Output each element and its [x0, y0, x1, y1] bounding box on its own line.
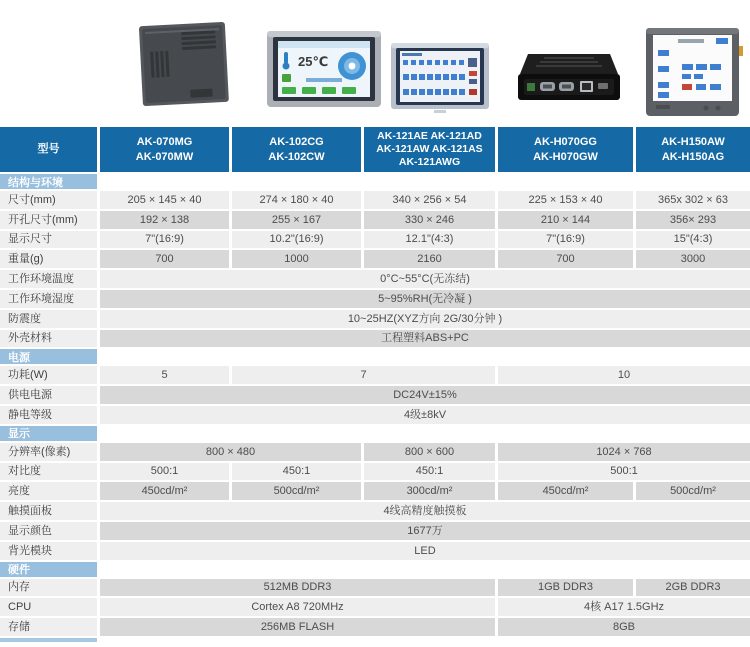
- serial-port-icon: [540, 82, 555, 91]
- table-row-esd-level: 静电等级 4级±8kV: [0, 406, 750, 424]
- table-row-operating-humidity: 工作环境湿度 5~95%RH(无冷凝 ): [0, 290, 750, 308]
- table-row-power-consumption: 功耗(W) 5 7 10: [0, 366, 750, 384]
- section-display: 显示: [0, 426, 750, 441]
- model-header-ak102: AK-102CG AK-102CW: [232, 127, 361, 172]
- table-row-vibration: 防震度 10~25HZ(XYZ方向 2G/30分钟 ): [0, 310, 750, 328]
- product-image-hmi-blue-screen: [266, 30, 382, 115]
- table-row-operating-temp: 工作环境温度 0°C~55°C(无冻结): [0, 270, 750, 288]
- table-row-cutout: 开孔尺寸(mm) 192 × 138 255 × 167 330 × 246 210 × 144 356× 293: [0, 211, 750, 229]
- table-row-memory: 内存 512MB DDR3 1GB DDR3 2GB DDR3: [0, 579, 750, 597]
- dial-icon: [338, 52, 366, 80]
- terminal-block-icon: [527, 83, 535, 91]
- table-row-contrast: 对比度 500:1 450:1 450:1 500:1: [0, 463, 750, 481]
- product-image-hmi-button-grid: [390, 42, 490, 119]
- table-row-storage: 存储 256MB FLASH 8GB: [0, 618, 750, 636]
- table-row-cpu: CPU Cortex A8 720MHz 4核 A17 1.5GHz: [0, 598, 750, 616]
- product-image-hmi-white-screen: [644, 26, 744, 126]
- table-row-display-colors: 显示颜色 1677万: [0, 522, 750, 540]
- spec-table: [0, 127, 750, 642]
- model-header-akh070: AK-H070GG AK-H070GW: [498, 127, 633, 172]
- table-row-backlight: 背光模块 LED: [0, 542, 750, 560]
- table-row-enclosure-material: 外壳材料 工程塑料ABS+PC: [0, 330, 750, 348]
- model-header-akh150: AK-H150AW AK-H150AG: [636, 127, 750, 172]
- ethernet-port-icon: [580, 81, 593, 92]
- product-image-rear-ports: [514, 48, 624, 115]
- table-row-display-size: 显示尺寸 7"(16:9) 10.2"(16:9) 12.1"(4:3) 7"(16:9) 15"(4:3): [0, 231, 750, 249]
- table-header-row: [0, 127, 750, 172]
- section-structure-environment: 结构与环境: [0, 174, 750, 189]
- model-header-ak121: AK-121AE AK-121AD AK-121AW AK-121AS AK-121AWG: [364, 127, 495, 172]
- model-label-cell: 型号: [0, 127, 97, 172]
- screen-temperature-text: 25℃: [298, 54, 329, 69]
- product-image-rear-panel: [133, 16, 235, 121]
- serial-port-icon: [559, 82, 574, 91]
- table-row-touch-panel: 触摸面板 4线高精度触摸板: [0, 502, 750, 520]
- table-row-dimensions: 尺寸(mm) 205 × 145 × 40 274 × 180 × 40 340 × 256 × 54 225 × 153 × 40 365x 302 × 63: [0, 191, 750, 209]
- table-row-resolution: 分辨率(像素) 800 × 480 800 × 600 1024 × 768: [0, 443, 750, 461]
- section-power: 电源: [0, 349, 750, 364]
- next-section-sliver: [0, 638, 97, 642]
- table-row-weight: 重量(g) 700 1000 2160 700 3000: [0, 250, 750, 268]
- usb-port-icon: [598, 83, 608, 89]
- product-photo-strip: [0, 0, 750, 127]
- section-hardware: 硬件: [0, 562, 750, 577]
- table-row-brightness: 亮度 450cd/m² 500cd/m² 300cd/m² 450cd/m² 500cd/m²: [0, 482, 750, 500]
- connector-nub: [739, 46, 743, 56]
- model-header-ak070: AK-070MG AK-070MW: [100, 127, 229, 172]
- table-row-supply-voltage: 供电电源 DC24V±15%: [0, 386, 750, 404]
